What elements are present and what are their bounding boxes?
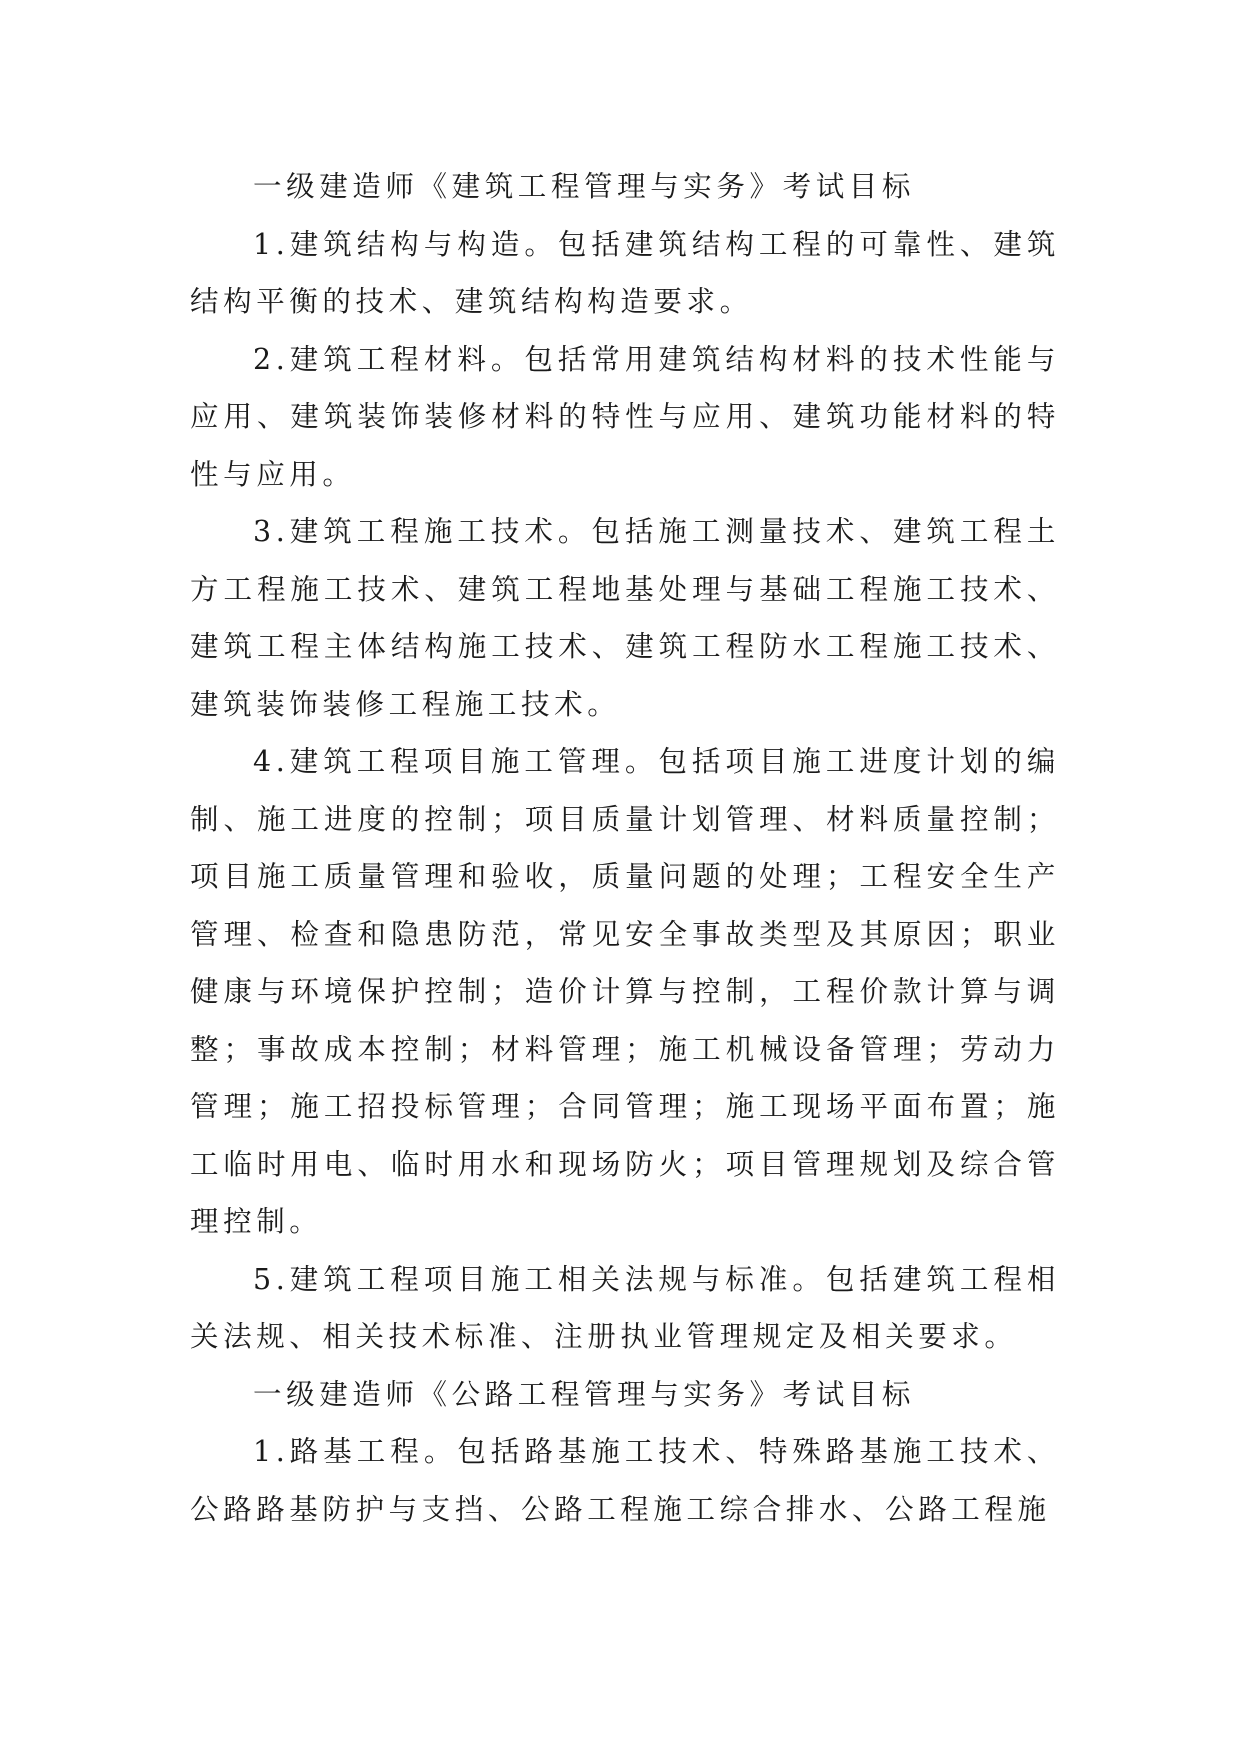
heading-highway-exam-objectives: 一级建造师《公路工程管理与实务》考试目标 [253, 1377, 916, 1411]
paragraph-building-materials: 2.建筑工程材料。包括常用建筑结构材料的技术性能与应用、建筑装饰装修材料的特性与应用、建筑功能材料的特性与应用。 [190, 342, 1060, 491]
paragraph-roadbed-engineering: 1.路基工程。包括路基施工技术、特殊路基施工技术、公路路基防护与支挡、公路工程施工综合排水、公路工程施 [190, 1435, 1060, 1526]
document-body [190, 158, 1060, 1538]
paragraph-construction-technology: 3.建筑工程施工技术。包括施工测量技术、建筑工程土方工程施工技术、建筑工程地基处理与基础工程施工技术、建筑工程主体结构施工技术、建筑工程防水工程施工技术、建筑装饰装修工程施工技术。 [190, 515, 1060, 721]
heading-building-exam-objectives: 一级建造师《建筑工程管理与实务》考试目标 [253, 170, 916, 203]
paragraph-building-structure: 1.建筑结构与构造。包括建筑结构工程的可靠性、建筑结构平衡的技术、建筑结构构造要求。 [190, 227, 1060, 318]
paragraph-regulations-standards: 5.建筑工程项目施工相关法规与标准。包括建筑工程相关法规、相关技术标准、注册执业管理规定及相关要求。 [190, 1262, 1060, 1353]
paragraph-project-management: 4.建筑工程项目施工管理。包括项目施工进度计划的编制、施工进度的控制；项目质量计划管理、材料质量控制；项目施工质量管理和验收，质量问题的处理；工程安全生产管理、检查和隐患防范，常见安全事故类型及其原因；职业健康与环境保护控制；造价计算与控制，工程价款计算与调整；事故成本控制；材料管理；施工机械设备管理；劳动力管理；施工招投标管理；合同管理；施工现场平面布置；施工临时用电、临时用水和现场防火；项目管理规划及综合管理控制。 [190, 745, 1060, 1238]
